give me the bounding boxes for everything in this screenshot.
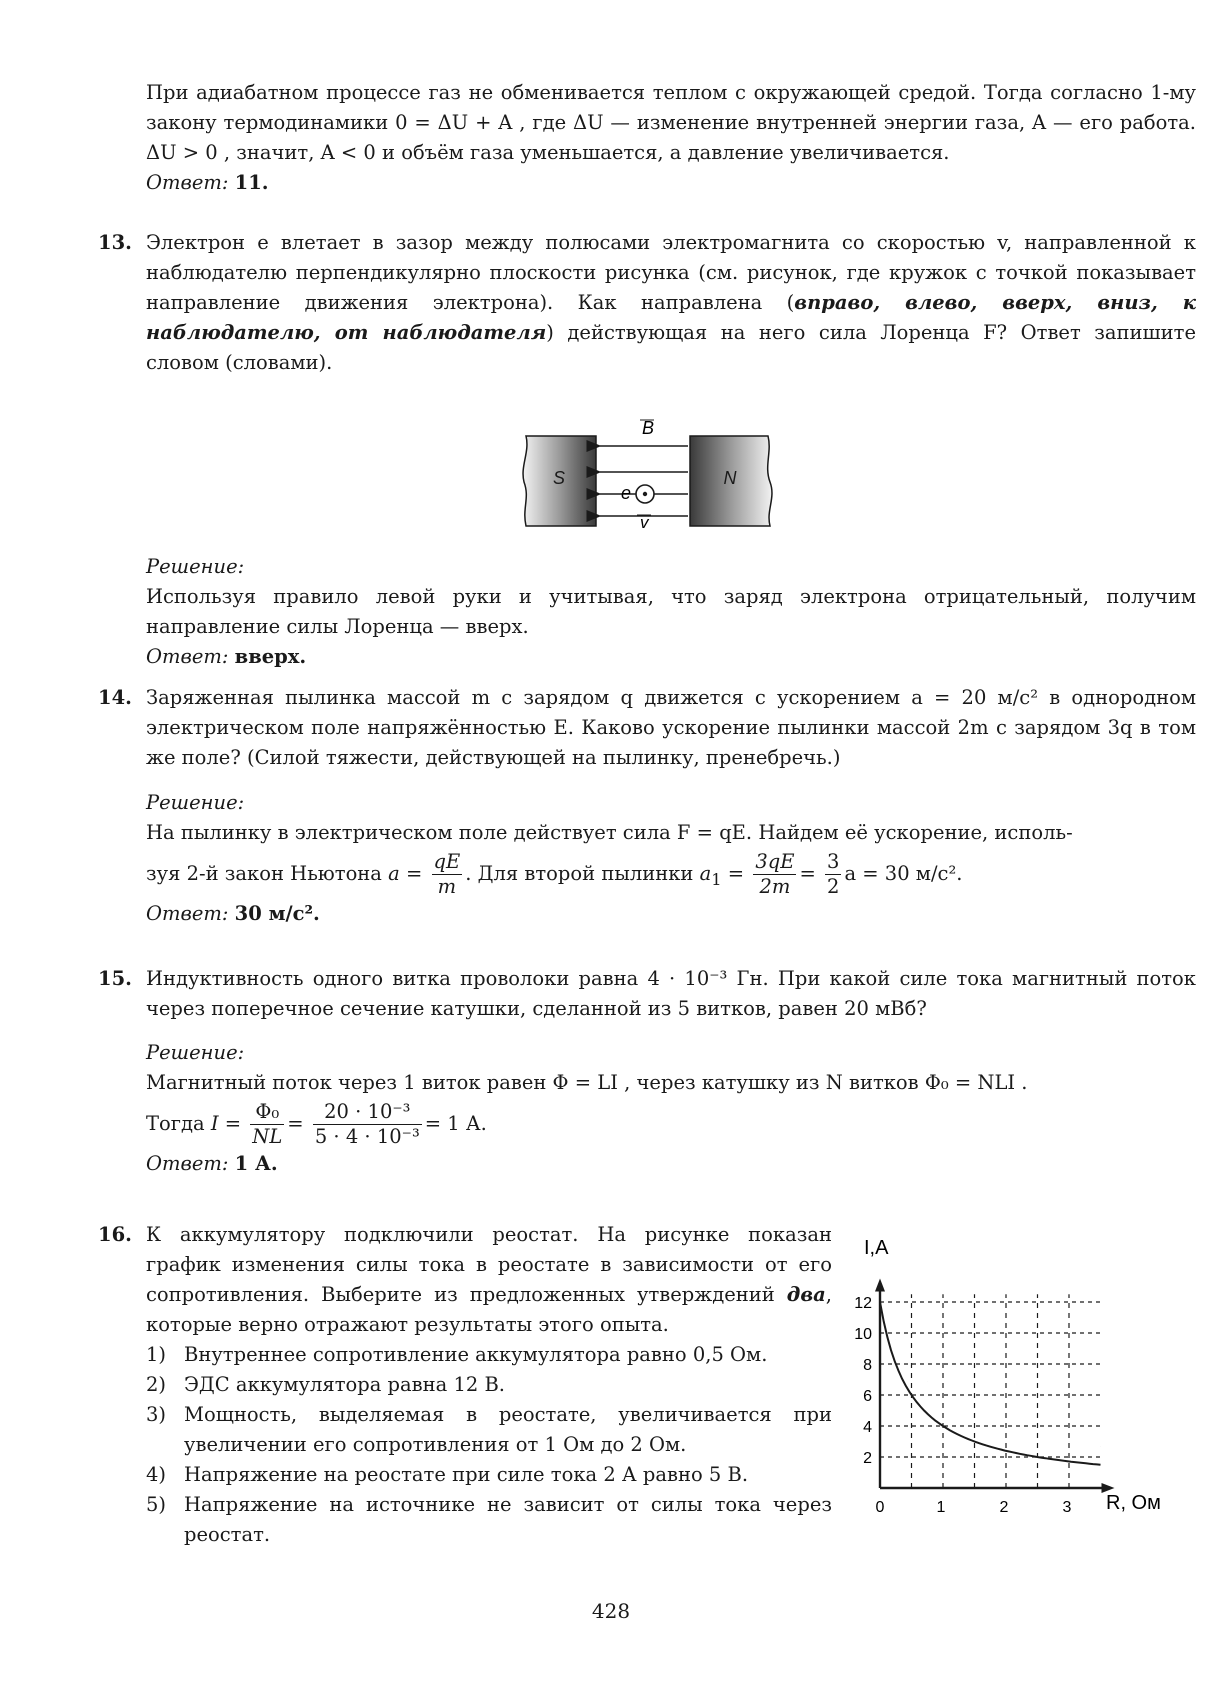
chart-grid xyxy=(880,1294,1101,1488)
option-item: 4) Напряжение на реостате при силе тока 2 А равно 5 В. xyxy=(146,1463,749,1486)
y-axis-arrow xyxy=(875,1279,885,1292)
current-vs-resistance-chart xyxy=(830,1230,1180,1520)
question-13-text: Электрон e влетает в зазор между полюсами электромагнита со скоростью v, направленной к наблюдателю перпендикулярно плоскости рисунка (см. рисунок, где кружок с точкой показывает направление движения электрона). Как направлена (вправо, влево, вверх, вниз, к наблюдателю, от наблюдателя) действующая на него сила Лоренца F? Ответ запишите словом (словами). xyxy=(146,231,1197,374)
solution-14 xyxy=(146,788,1196,929)
fraction: $\frac{\text{Φ₀}}{NL}$ xyxy=(252,1100,283,1148)
label-s: S xyxy=(552,468,566,488)
options-list xyxy=(146,1340,832,1550)
label-b: B xyxy=(642,418,655,438)
y-tick-label: 6 xyxy=(863,1388,872,1405)
question-14 xyxy=(98,683,1196,773)
option-item: 1) Внутреннее сопротивление аккумулятора равно 0,5 Ом. xyxy=(146,1343,768,1366)
solution-line-1: Магнитный поток через 1 виток равен Φ = LI , через катушку из N витков Φ₀ = NLI . xyxy=(146,1071,1028,1094)
option-item: 2) ЭДС аккумулятора равна 12 В. xyxy=(146,1373,505,1396)
solution-label: Решение: xyxy=(146,555,245,578)
question-number: 16. xyxy=(98,1223,132,1246)
intro-block xyxy=(146,78,1196,198)
y-tick-label: 4 xyxy=(863,1419,872,1436)
page-number: 428 xyxy=(591,1599,631,1623)
dot-icon xyxy=(643,492,647,496)
solution-15 xyxy=(146,1038,1196,1179)
series-line xyxy=(880,1302,1101,1465)
solution-label: Решение: xyxy=(146,791,245,814)
solution-label: Решение: xyxy=(146,1041,245,1064)
question-14-text: Заряженная пылинка массой m с зарядом q движется с ускорением a = 20 м/с² в однородном электрическом поле напряжённостью E. Каково ускорение пылинки массой 2m с зарядом 3q в том же поле? (Силой тяжести, действующей на пылинку, пренебречь.) xyxy=(146,686,1196,769)
label-v: v xyxy=(640,513,649,532)
question-15 xyxy=(98,964,1196,1024)
fraction: $\frac{\text{20 · 10⁻³}}{\text{5 · 4 · 10⁻³}}$ xyxy=(314,1100,420,1148)
intro-text: При адиабатном процессе газ не обменивается теплом с окружающей средой. Тогда согласно 1-му закону термодинамики 0 = ΔU + A , где ΔU — изменение внутренней энергии газа, A — его работа. ΔU > 0 , значит, A < 0 и объём газа уменьшается, а давление увеличивается. xyxy=(146,81,1196,164)
answer-15: Ответ: 1 А. xyxy=(146,1152,278,1175)
y-tick-label: 2 xyxy=(863,1450,872,1467)
y-tick-label: 10 xyxy=(854,1326,872,1343)
x-tick-label: 3 xyxy=(1062,1499,1072,1516)
label-n: N xyxy=(723,468,737,488)
solution-line-2: зуя 2-й закон Ньютона a = $\frac{qE}{m}$ . Для второй пылинки $a_1$ = $\frac{3qE}{2m}$ = $\frac{3}{2}$ a = 30 м/с². xyxy=(146,850,963,898)
x-tick-label: 1 xyxy=(936,1499,946,1516)
question-16-text: К аккумулятору подключили реостат. На рисунке показан график изменения силы тока в реостате в зависимости от его сопротивления. Выберите из предложенных утверждений два, которые верно отражают результаты этого опыта. xyxy=(146,1223,832,1336)
fraction: $\frac{qE}{m}$ xyxy=(433,850,461,898)
label-e: e xyxy=(621,483,632,503)
x-tick-label: 0 xyxy=(875,1499,885,1516)
question-16 xyxy=(98,1220,832,1550)
question-number: 13. xyxy=(98,231,132,254)
chart-ticks xyxy=(854,1295,1071,1516)
fraction: $\frac{3}{2}$ xyxy=(827,850,840,898)
solution-text: Используя правило левой руки и учитывая, что заряд электрона отрицательный, получим направление силы Лоренца — вверх. xyxy=(146,585,1196,638)
solution-line-1: На пылинку в электрическом поле действует сила F = qE. Найдем её ускорение, исполь- xyxy=(146,821,1073,844)
y-axis-label: I,А xyxy=(864,1237,889,1259)
question-number: 14. xyxy=(98,686,132,709)
y-tick-label: 12 xyxy=(854,1295,872,1312)
fraction: $\frac{3qE}{2m}$ xyxy=(755,850,795,898)
y-tick-label: 8 xyxy=(863,1357,872,1374)
x-tick-label: 2 xyxy=(999,1499,1009,1516)
solution-13 xyxy=(146,552,1196,672)
option-item: 3) Мощность, выделяемая в реостате, увеличивается при увеличении его сопротивления от 1 Ом до 2 Ом. xyxy=(146,1403,832,1456)
question-number: 15. xyxy=(98,967,132,990)
answer-13: Ответ: вверх. xyxy=(146,645,307,668)
solution-line-2: Тогда I = $\frac{\text{Φ₀}}{NL}$ = $\frac{\text{20 · 10⁻³}}{\text{5 · 4 · 10⁻³}}$ = 1 А. xyxy=(146,1100,487,1148)
intro-answer: Ответ: 11. xyxy=(146,171,269,194)
question-13 xyxy=(98,228,1197,378)
option-item: 5) Напряжение на источнике не зависит от силы тока через реостат. xyxy=(146,1493,832,1546)
question-15-text: Индуктивность одного витка проволоки равна 4 · 10⁻³ Гн. При какой силе тока магнитный поток через поперечное сечение катушки, сделанной из 5 витков, равен 20 мВб? xyxy=(146,967,1196,1020)
x-axis-label: R, Ом xyxy=(1106,1492,1161,1514)
electromagnet-figure xyxy=(520,418,780,534)
answer-14: Ответ: 30 м/с². xyxy=(146,902,320,925)
